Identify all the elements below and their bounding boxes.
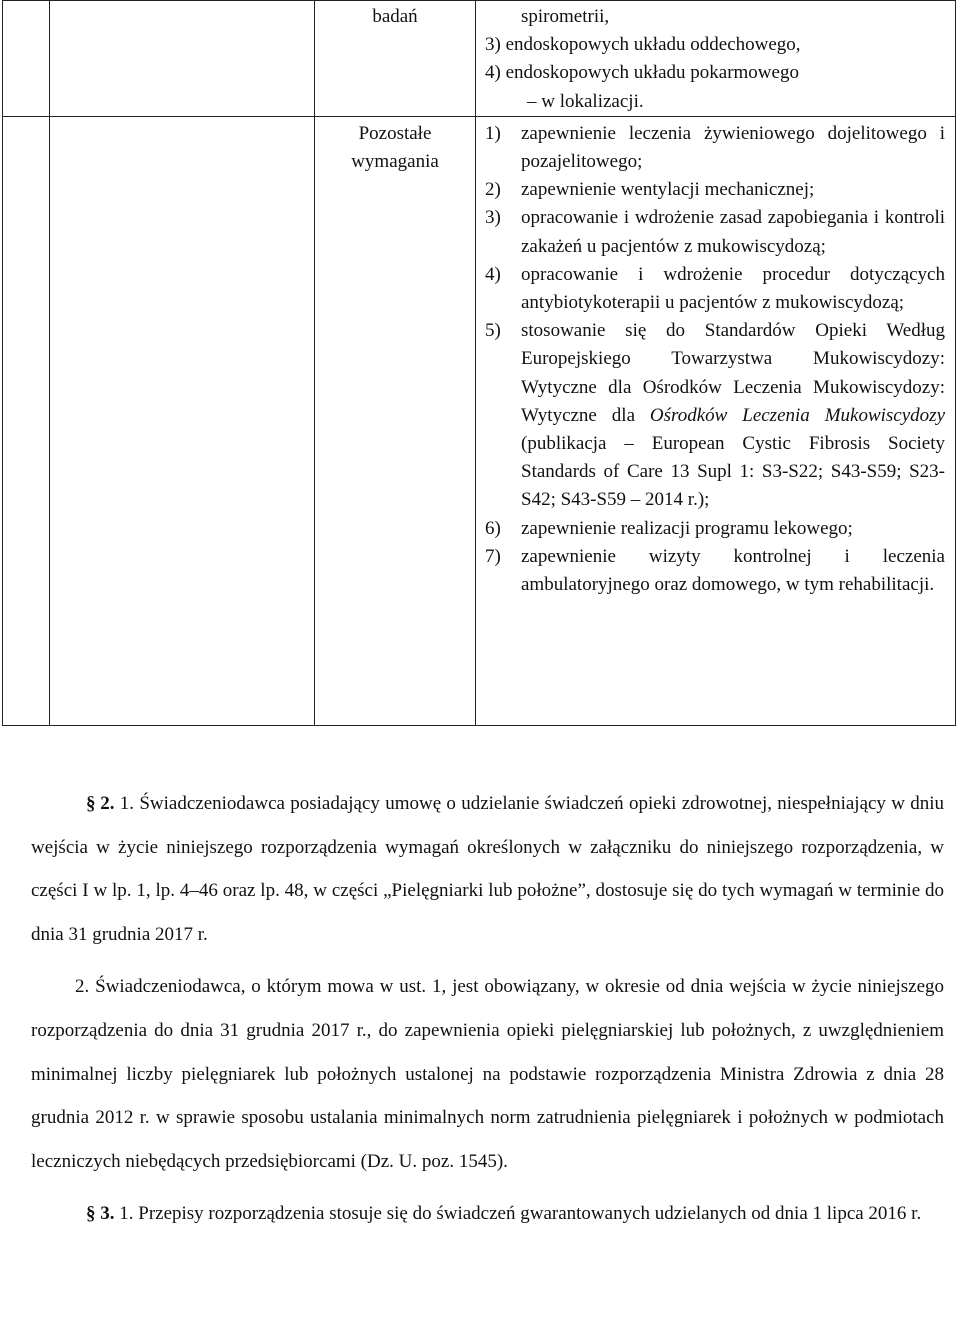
- table-row: [3, 1, 956, 117]
- item-text-part: (publikacja – European Cystic Fibrosis Society Standards of Care 13 Supl 1: S3-S22; S43-S59; S23-S42; S43-S59 – 2014 r.);: [521, 433, 945, 511]
- table-cell-category: [315, 116, 476, 725]
- item-number: 1): [485, 122, 501, 144]
- table-cell-number: [3, 1, 50, 117]
- item-text: zapewnienie realizacji programu lekowego;: [521, 517, 853, 539]
- item-number: 5): [485, 320, 501, 342]
- table-cell-category: [315, 1, 476, 117]
- paragraph-number: 2.: [75, 976, 90, 998]
- category-label: badań: [372, 6, 418, 27]
- table-cell-requirements: [476, 116, 956, 725]
- requirements-table: [2, 0, 956, 726]
- item-text: zapewnienie leczenia żywieniowego dojelitowego i pozajelitowego;: [521, 122, 945, 173]
- list-item: 3) endoskopowych układu oddechowego,: [485, 34, 801, 56]
- paragraph-number: 1.: [119, 1203, 134, 1225]
- list-item: [485, 204, 945, 260]
- item-number: 2): [485, 179, 501, 201]
- list-item: 4) endoskopowych układu pokarmowego: [485, 62, 799, 84]
- section-number: § 3.: [86, 1203, 115, 1225]
- list-item: spirometrii,: [521, 6, 610, 27]
- item-text: zapewnienie wizyty kontrolnej i leczenia ambulatoryjnego oraz domowego, w tym rehabilitacji.: [521, 545, 945, 596]
- list-item: [485, 120, 945, 176]
- paragraph: [31, 1192, 944, 1236]
- list-item: [485, 543, 945, 599]
- section-number: § 2.: [86, 793, 115, 814]
- item-text: [521, 317, 945, 514]
- item-number: 3): [485, 207, 501, 229]
- category-label: wymagania: [351, 151, 439, 173]
- paragraph-text: Przepisy rozporządzenia stosuje się do świadczeń gwarantowanych udzielanych od dnia 1 lipca 2016 r.: [138, 1203, 922, 1225]
- table-cell-requirements: [476, 1, 956, 117]
- paragraph-number: 1.: [119, 793, 135, 814]
- item-number: 7): [485, 545, 501, 567]
- section-label: [31, 1192, 115, 1236]
- item-text: opracowanie i wdrożenie zasad zapobiegania i kontroli zakażeń u pacjentów z mukowiscydozą;: [521, 207, 945, 257]
- paragraph: [31, 782, 944, 956]
- list-item: – w lokalizacji.: [527, 90, 644, 112]
- table-cell-name: [50, 1, 315, 117]
- item-text-part: stosowanie się do Standardów Opieki Według Europejskiego Towarzystwa Mukowiscydozy: Wytyczne dla Ośrodków Leczenia Mukowiscydozy: Wytyczne dla: [521, 320, 945, 426]
- list-item: [485, 176, 945, 204]
- requirements-list: [485, 120, 945, 599]
- paragraph-text: Świadczeniodawca posiadający umowę o udzielanie świadczeń opieki zdrowotnej, niespełniający w dniu wejścia w życie niniejszego rozporządzenia wymagań określonych w załączniku do niniejszego rozporządzenia, w części I w lp. 1, lp. 4–46 oraz lp. 48, w części „Pielęgniarki lub położne”, dostosuje się do tych wymagań w terminie do dnia 31 grudnia 2017 r.: [31, 793, 945, 945]
- item-number: 6): [485, 517, 501, 539]
- item-text: opracowanie i wdrożenie procedur dotyczących antybiotykoterapii u pacjentów z mukowiscydozą;: [521, 263, 945, 314]
- table-cell-number: [3, 116, 50, 725]
- document-body: [31, 782, 944, 1236]
- list-item: [485, 317, 945, 514]
- table-row: [3, 116, 956, 725]
- list-item: [485, 261, 945, 317]
- paragraph-text: Świadczeniodawca, o którym mowa w ust. 1, jest obowiązany, w okresie od dnia wejścia w życie niniejszego rozporządzenia do dnia 31 grudnia 2017 r., do zapewnienia opieki pielęgniarskiej lub położnych, z uwzględnieniem minimalnej liczby pielęgniarek lub położnych ustalonej na podstawie rozporządzenia Ministra Zdrowia z dnia 28 grudnia 2012 r. w sprawie sposobu ustalania minimalnych norm zatrudnienia pielęgniarek i położnych w podmiotach leczniczych niebędących przedsiębiorcami (Dz. U. poz. 1545).: [31, 976, 945, 1172]
- list-item: [485, 515, 945, 543]
- section-label: [31, 782, 115, 826]
- table-cell-name: [50, 116, 315, 725]
- paragraph: [31, 965, 944, 1183]
- item-text-italic: Ośrodków Leczenia Mukowiscydozy: [649, 404, 945, 426]
- item-number: 4): [485, 263, 501, 285]
- item-text: zapewnienie wentylacji mechanicznej;: [521, 179, 815, 201]
- category-label: Pozostałe: [358, 122, 432, 144]
